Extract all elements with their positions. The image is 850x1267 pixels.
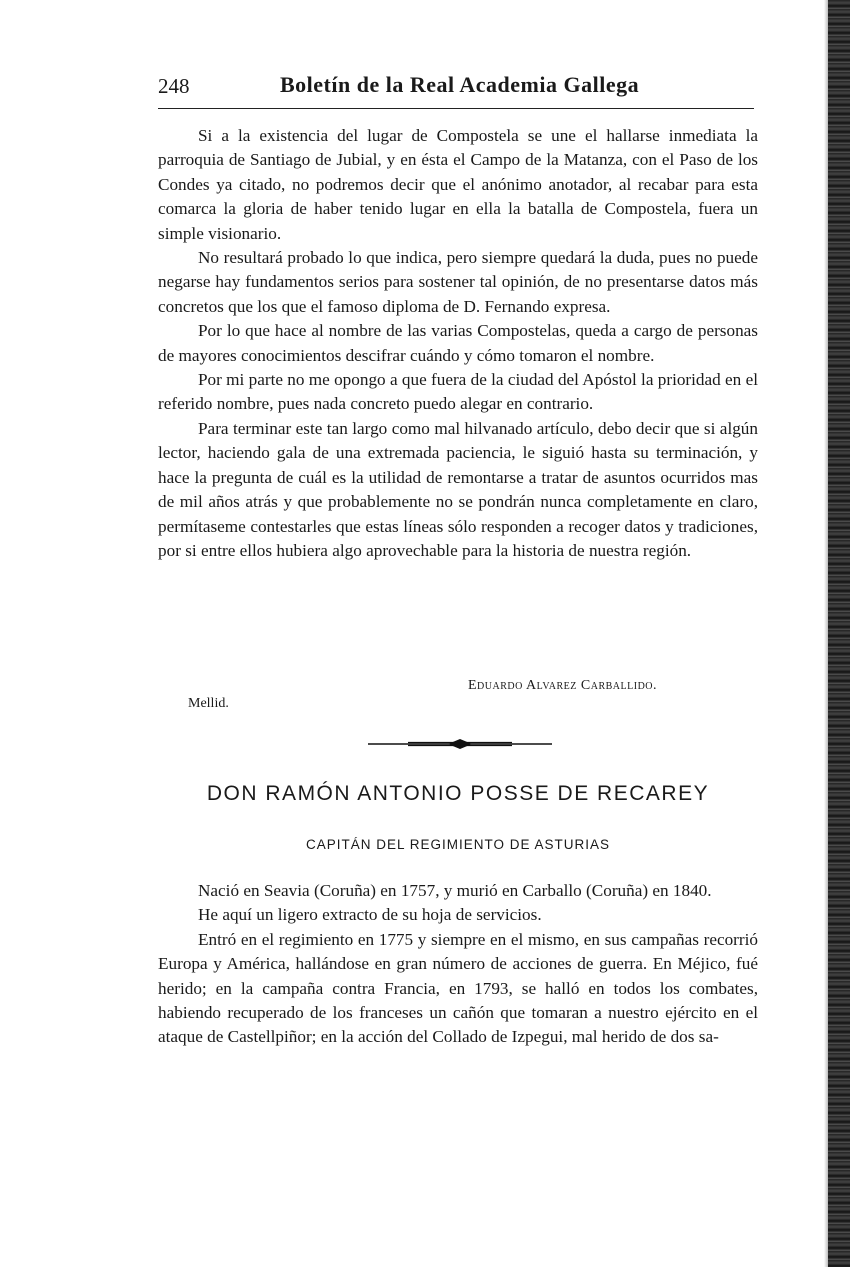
place-name: Mellid. <box>188 696 229 711</box>
paragraph: No resultará probado lo que indica, pero siempre quedará la duda, pues no puede negarse hay fundamentos serios para sostener tal opinión, de no presentarse datos más concretos que los que el famoso diploma de D. Fernando expresa. <box>158 248 758 316</box>
page-header <box>158 72 758 108</box>
section-divider-ornament <box>368 734 552 754</box>
section-title: DON RAMÓN ANTONIO POSSE DE RECAREY <box>206 782 710 805</box>
header-rule <box>158 108 754 109</box>
paragraph: Para terminar este tan largo como mal hilvanado artículo, debo decir que si algún lector, haciendo gala de una extremada paciencia, le siguió hasta su terminación, y hace la pregunta de cuál es la utilidad de remontarse a tratar de asuntos ocurridos mas de mil años atrás y que probablemente no se pondrán nunca completamente en claro, permítaseme contestarles que estas líneas sólo responden a recoger datos y tradiciones, por si entre ellos hubiera algo aprovechable para la historia de nuestra región. <box>158 418 758 560</box>
paragraph: Si a la existencia del lugar de Compostela se une el hallarse inmediata la parroquia de Santiago de Jubial, y en ésta el Campo de la Matanza, con el Paso de los Condes ya citado, no podremos decir que el anónimo anotador, al recabar para esta comarca la gloria de haber tenido lugar en ella la batalla de Compostela, fuera un simple visionario. <box>158 126 758 243</box>
running-title: Boletín de la Real Academia Gallega <box>280 72 640 97</box>
paragraph: Entró en el regimiento en 1775 y siempre en el mismo, en sus campañas recorrió Europa y América, hallándose en gran número de acciones de guerra. En Méjico, fué herido; en la campaña contra Francia, en 1793, se halló en todos los combates, habiendo recuperado de los franceses un cañón que tomaran a nuestro ejército en el ataque de Castellpiñor; en la acción del Collado de Izpegui, mal herido de dos sa- <box>158 929 758 1047</box>
paragraph: Por mi parte no me opongo a que fuera de la ciudad del Apóstol la prioridad en el referido nombre, pues nada concreto puedo alegar en contrario. <box>158 370 758 414</box>
author-signature: Eduardo Alvarez Carballido. <box>468 678 658 693</box>
section-subtitle: CAPITÁN DEL REGIMIENTO DE ASTURIAS <box>305 837 611 852</box>
paragraph: He aquí un ligero extracto de su hoja de servicios. <box>198 905 542 925</box>
paragraph: Nació en Seavia (Coruña) en 1757, y murió en Carballo (Coruña) en 1840. <box>198 881 712 900</box>
scan-edge <box>828 0 850 1267</box>
article-body <box>158 124 758 563</box>
paragraph: Por lo que hace al nombre de las varias Compostelas, queda a cargo de personas de mayores conocimientos descifrar cuándo y cómo tomaron el nombre. <box>158 321 758 365</box>
biography-body <box>158 879 758 1050</box>
page-number: 248 <box>158 74 190 98</box>
